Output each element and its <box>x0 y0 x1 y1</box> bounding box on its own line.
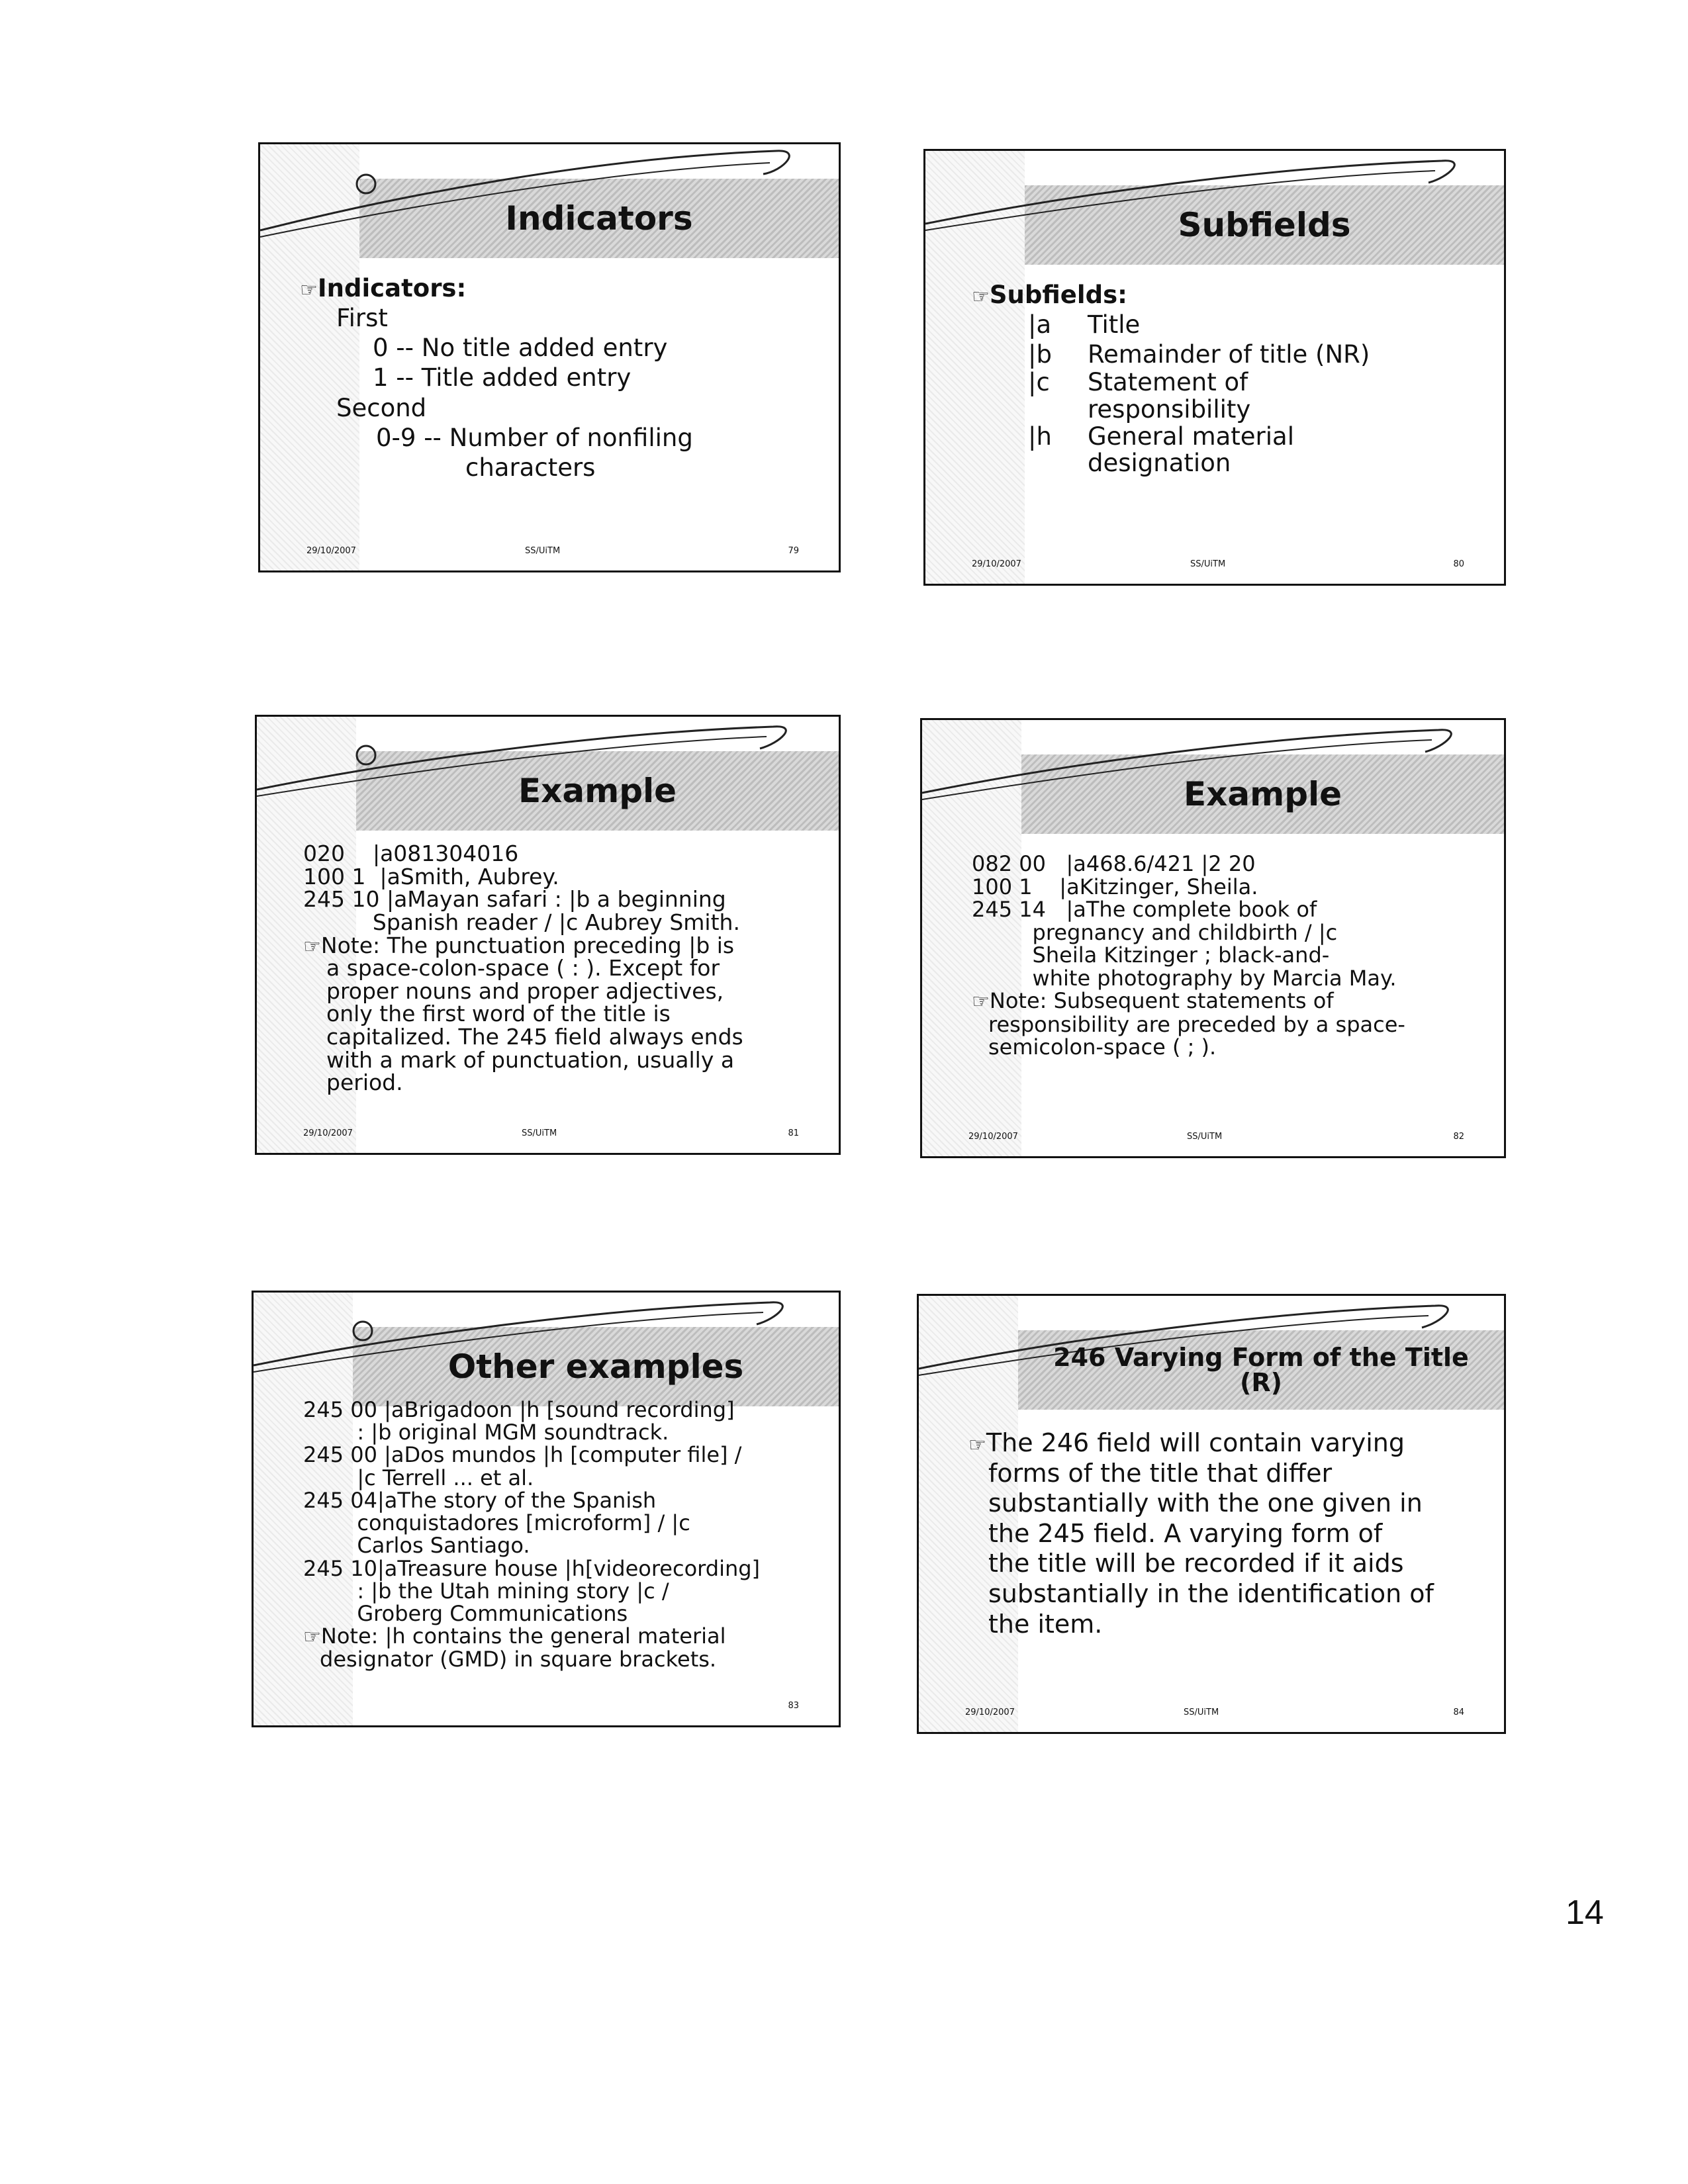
subfield-row: responsibility <box>1088 395 1251 424</box>
slide-title: Indicators <box>505 199 693 238</box>
slide-82: Example 082 00 |a468.6/421 |2 20 100 1 |aKitzinger, Sheila. 245 14 |aThe complete book of pregnancy and childbirth / |c Sheila Kitzinger ; black-and- white photography by Marcia May. ☞Note: Subsequent statements of responsibility are preceded by a space- semicolon-space ( ; ). 29/10/2007 SS/UiTM 82 <box>920 718 1506 1158</box>
subfield-row: |h General material <box>1028 422 1295 451</box>
page-number: 14 <box>1566 1893 1604 1932</box>
slide-title: Subfields <box>1178 206 1351 244</box>
subfield-row: |a Title <box>1028 310 1141 340</box>
hand-bullet-icon: ☞ <box>968 1433 986 1457</box>
subfield-row: designation <box>1088 449 1231 478</box>
slide-body: 082 00 |a468.6/421 |2 20 100 1 |aKitzinger, Sheila. 245 14 |aThe complete book of pregnancy and childbirth / |c Sheila Kitzinger ; black-and- white photography by Marcia May. ☞Note: Subsequent statements of responsibility are preceded by a space- semicolon-space ( ; ). <box>972 851 1405 1060</box>
hand-bullet-icon: ☞ <box>303 1625 321 1649</box>
slide-title: Other examples <box>447 1347 744 1386</box>
slide-83: Other examples 245 00 |aBrigadoon |h [sound recording] : |b original MGM soundtrack. 245 00 |aDos mundos |h [computer file] / |c Terrell ... et al. 245 04|aThe story of the Spanish conquistadores [microform] / |c Carlos Santiago. 245 10|aTreasure house |h[videorecording] : |b the Utah mining story |c / Groberg Communications ☞Note: |h contains the general material designator (GMD) in square brackets. 83 <box>252 1291 841 1727</box>
slide-body: 020 |a081304016 100 1 |aSmith, Aubrey. 245 10 |aMayan safari : |b a beginning Spanish reader / |c Aubrey Smith. ☞Note: The punctuation preceding |b is a space-colon-space ( : ). Except for proper nouns and proper adjectives, only the first word of the title is capitalized. The 245 field always ends with a mark of punctuation, usually a period. <box>303 841 743 1096</box>
slide-body: ☞Indicators: First 0 -- No title added entry 1 -- Title added entry Second 0-9 -- Number of nonfiling characters <box>300 274 693 482</box>
slide-79: Indicators ☞Indicators: First 0 -- No title added entry 1 -- Title added entry Second 0-9 -- Number of nonfiling characters 29/10/2007 SS/UiTM 79 <box>258 142 841 572</box>
hand-bullet-icon: ☞ <box>303 934 321 958</box>
hand-bullet-icon: ☞ <box>300 279 318 302</box>
slide-84: 246 Varying Form of the Title (R) ☞The 246 field will contain varying forms of the title that differ substantially with the one given in the 245 field. A varying form of the title will be recorded if it aids substantially in the identification of the item. 29/10/2007 SS/UiTM 84 <box>917 1294 1506 1734</box>
slide-body: 245 00 |aBrigadoon |h [sound recording] : |b original MGM soundtrack. 245 00 |aDos mundos |h [computer file] / |c Terrell ... et al. 245 04|aThe story of the Spanish conquistadores [microform] / |c Carlos Santiago. 245 10|aTreasure house |h[videorecording] : |b the Utah mining story |c / Groberg Communications ☞Note: |h contains the general material designator (GMD) in square brackets. <box>303 1397 761 1672</box>
subfield-row: |b Remainder of title (NR) <box>1028 340 1370 369</box>
slide-title: Example <box>518 772 677 810</box>
slide-81: Example 020 |a081304016 100 1 |aSmith, Aubrey. 245 10 |aMayan safari : |b a beginning Spanish reader / |c Aubrey Smith. ☞Note: The punctuation preceding |b is a space-colon-space ( : ). Except for proper nouns and proper adjectives, only the first word of the title is capitalized. The 245 field always ends with a mark of punctuation, usually a period. 29/10/2007 SS/UiTM 81 <box>255 715 841 1155</box>
hand-bullet-icon: ☞ <box>972 990 990 1014</box>
slide-body: ☞The 246 field will contain varying forms of the title that differ substantially with the one given in the 245 field. A varying form of the title will be recorded if it aids substantially in the identification of the item. <box>968 1428 1434 1639</box>
subfield-row: |c Statement of <box>1028 368 1248 397</box>
slide-title: Example <box>1183 775 1342 813</box>
slide-body: ☞Subfields: |a Title |b Remainder of title (NR) |c Statement of responsibility |h General material designation <box>972 280 1491 477</box>
hand-bullet-icon: ☞ <box>972 285 990 308</box>
slide-80: Subfields ☞Subfields: |a Title |b Remainder of title (NR) |c Statement of responsibility |h General material designation 29/10/2007 SS/UiTM 80 <box>923 149 1506 586</box>
slide-title: 246 Varying Form of the Title (R) <box>1053 1343 1469 1397</box>
